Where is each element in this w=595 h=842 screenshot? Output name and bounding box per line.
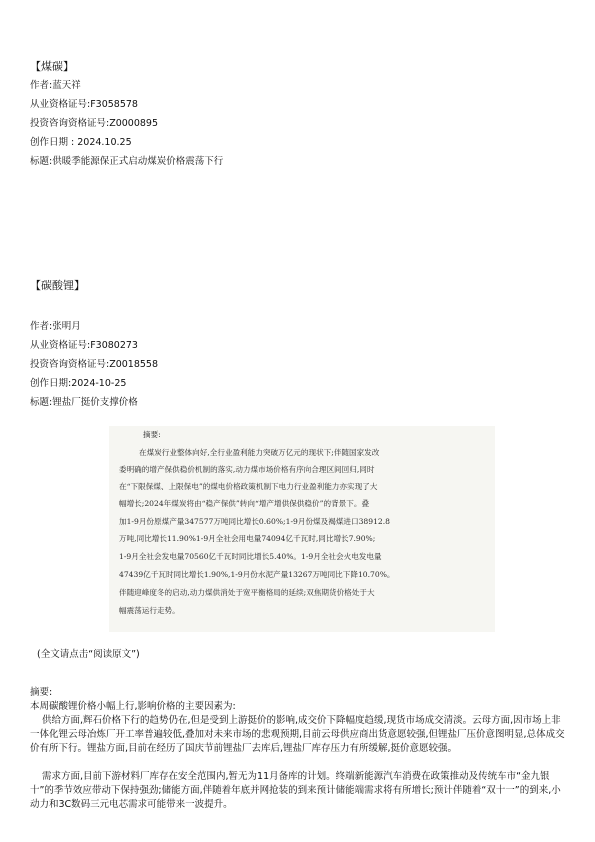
scan-line: 在“下限保煤、上限保电”的煤电价格政策机制下电力行业盈利能力亦实现了大 (119, 482, 378, 491)
scanned-abstract-image (109, 426, 495, 632)
summary-demand-paragraph: 需求方面,目前下游材料厂库存在安全范围内,暂无为11月备库的计划。终端新能源汽车消费在政策推动及传统车市“金九银十”的季节效应带动下保持强劲;储能方面,伴随着年底并网抢装的到来预计储能端需求将有所增长;预计伴随着“双十一”的到来,小动力和3C数码三元电芯需求可能带来一波提升。 (30, 771, 561, 810)
lithium-section-title: 【碳酸锂】 (30, 279, 85, 292)
scan-line: 幅震荡运行走势。 (119, 606, 180, 615)
coal-section-title: 【煤碳】 (30, 60, 74, 73)
scan-line: 1-9月全社会发电量70560亿千瓦时同比增长5.40%。1-9月全社会火电发电量 (119, 552, 382, 561)
lithium-practice-cert: 从业资格证号:F3080273 (30, 340, 138, 351)
scan-heading: 摘要: (143, 430, 161, 439)
scan-line: 委明确的增产保供稳价机制的落实,动力煤市场价格有序向合理区间回归,同时 (119, 465, 375, 474)
scan-line: 47439亿千瓦时同比增长1.90%,1-9月份水泥产量13267万吨同比下降10.70%。 (119, 570, 395, 579)
lithium-date: 创作日期:2024-10-25 (30, 378, 127, 389)
scan-line: 在煤炭行业整体向好,全行业盈利能力突破万亿元的现状下;伴随国家发改 (139, 448, 380, 457)
scan-line: 幅增长;2024年煤炭将由“稳产保供”转向“增产增供保供稳价”的背景下。叠 (119, 499, 370, 508)
coal-date: 创作日期 : 2024.10.25 (30, 137, 132, 148)
coal-advisory-cert: 投资咨询资格证号:Z0000895 (30, 118, 159, 129)
coal-article-title: 标题:供暖季能源保正式启动煤炭价格震荡下行 (30, 156, 224, 167)
lithium-article-title: 标题:锂盐厂挺价支撑价格 (30, 397, 138, 408)
scan-line: 伴随迎峰度冬的启动,动力煤供消处于宽平衡格局的延续;双焦期货价格处于大 (119, 588, 375, 597)
lithium-advisory-cert: 投资咨询资格证号:Z0018558 (30, 359, 159, 370)
summary-supply-paragraph: 供给方面,辉石价格下行的趋势仍在,但是受到上游挺价的影响,成交价下降幅度趋缓,现货市场成交清淡。云母方面,因市场上非一体化锂云母冶炼厂开工率普遍较低,叠加对未来市场的悲观预期,目前云母供应商出货意愿较强,但锂盐厂压价意图明显,总体成交价有所下行。锂盐方面,目前在经历了国庆节前锂盐厂去库后,锂盐厂库存压力有所缓解,挺价意愿较强。 (30, 715, 565, 754)
summary-heading: 摘要: (30, 687, 53, 698)
scan-line: 万吨,同比增长11.90%1-9月全社会用电量74094亿千瓦时,同比增长7.90%; (119, 534, 376, 543)
coal-practice-cert: 从业资格证号:F3058578 (30, 99, 138, 110)
coal-author: 作者:蓝天祥 (30, 80, 81, 91)
lithium-author: 作者:张明月 (30, 321, 81, 332)
scan-line: 加1-9月份原煤产量347577万吨同比增长0.60%;1-9月份煤及褐煤进口38912.8 (119, 517, 390, 526)
read-full-link[interactable]: (全文请点击“阅读原文”) (37, 649, 140, 660)
summary-intro: 本周碳酸锂价格小幅上行,影响价格的主要因素为: (30, 701, 236, 712)
